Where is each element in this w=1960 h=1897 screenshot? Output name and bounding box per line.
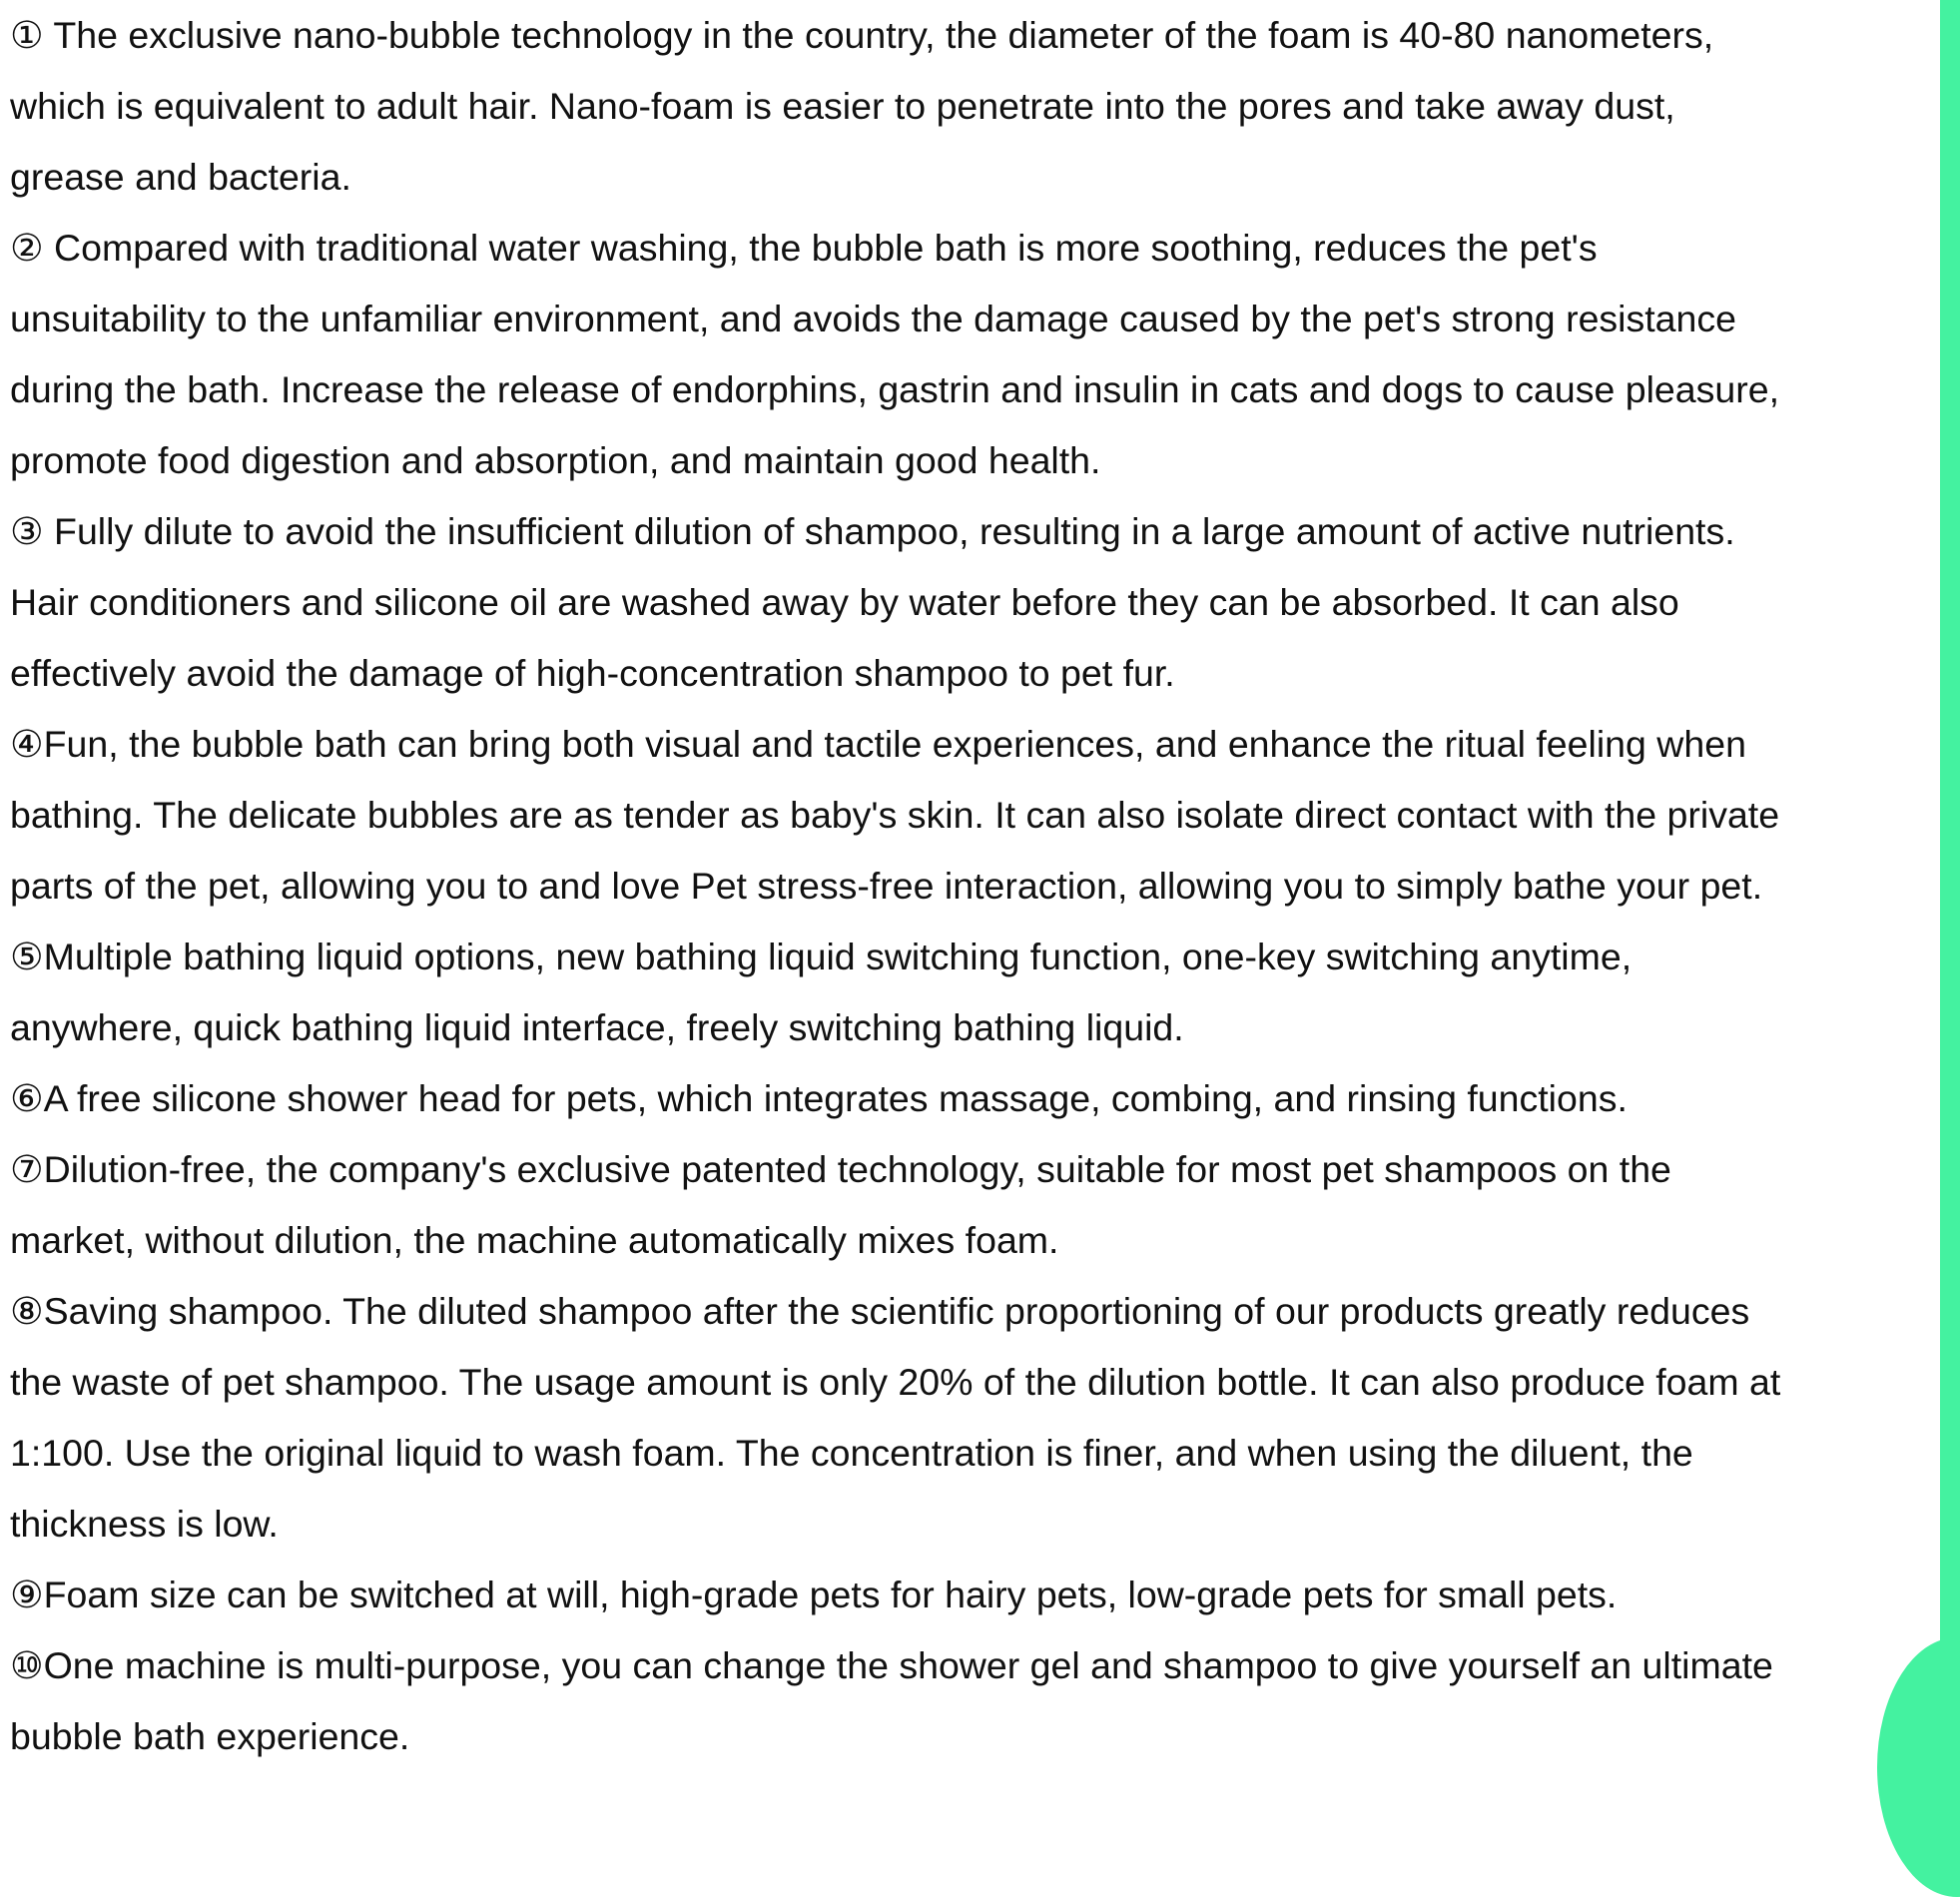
feature-text-line: thickness is low. bbox=[10, 1503, 279, 1545]
green-corner-decoration bbox=[1877, 1637, 1960, 1897]
feature-text-line: effectively avoid the damage of high-concentration shampoo to pet fur. bbox=[10, 652, 1175, 694]
feature-text-line: market, without dilution, the machine automatically mixes foam. bbox=[10, 1219, 1059, 1261]
feature-paragraph bbox=[10, 0, 1780, 213]
feature-list bbox=[10, 0, 1780, 1772]
feature-text-line: promote food digestion and absorption, and maintain good health. bbox=[10, 439, 1101, 481]
feature-text-line: which is equivalent to adult hair. Nano-foam is easier to penetrate into the pores and take away dust, bbox=[10, 85, 1675, 127]
feature-text-line: ⑨Foam size can be switched at will, high-grade pets for hairy pets, low-grade pets for small pets. bbox=[10, 1574, 1618, 1615]
feature-text-line: the waste of pet shampoo. The usage amount is only 20% of the dilution bottle. It can also produce foam at bbox=[10, 1361, 1781, 1403]
feature-text-line: ④Fun, the bubble bath can bring both visual and tactile experiences, and enhance the ritual feeling when bbox=[10, 723, 1746, 765]
feature-text-line: 1:100. Use the original liquid to wash foam. The concentration is finer, and when using the diluent, the bbox=[10, 1432, 1693, 1474]
feature-text-line: ② Compared with traditional water washing, the bubble bath is more soothing, reduces the pet's bbox=[10, 227, 1598, 269]
feature-text-line: grease and bacteria. bbox=[10, 156, 351, 198]
feature-text-line: ⑤Multiple bathing liquid options, new bathing liquid switching function, one-key switching anytime, bbox=[10, 936, 1633, 977]
feature-text-line: ⑦Dilution-free, the company's exclusive patented technology, suitable for most pet shampoos on the bbox=[10, 1148, 1671, 1190]
feature-paragraph bbox=[10, 496, 1780, 709]
feature-paragraph bbox=[10, 1560, 1780, 1630]
feature-paragraph bbox=[10, 213, 1780, 496]
feature-text-line: bubble bath experience. bbox=[10, 1715, 410, 1757]
feature-text-line: ⑩One machine is multi-purpose, you can change the shower gel and shampoo to give yourself an ultimate bbox=[10, 1644, 1773, 1686]
feature-text-line: Hair conditioners and silicone oil are washed away by water before they can be absorbed. It can also bbox=[10, 581, 1679, 623]
feature-text-line: parts of the pet, allowing you to and love Pet stress-free interaction, allowing you to simply bathe your pet. bbox=[10, 865, 1763, 907]
feature-paragraph bbox=[10, 709, 1780, 922]
feature-text-line: during the bath. Increase the release of endorphins, gastrin and insulin in cats and dogs to cause pleasure, bbox=[10, 368, 1779, 410]
feature-text-line: ① The exclusive nano-bubble technology in the country, the diameter of the foam is 40-80 nanometers, bbox=[10, 14, 1714, 56]
feature-text-line: ③ Fully dilute to avoid the insufficient dilution of shampoo, resulting in a large amount of active nutrients. bbox=[10, 510, 1735, 552]
green-side-bar bbox=[1940, 0, 1960, 1760]
feature-paragraph bbox=[10, 1276, 1780, 1560]
feature-text-line: ⑥A free silicone shower head for pets, which integrates massage, combing, and rinsing functions. bbox=[10, 1077, 1628, 1119]
feature-text-line: bathing. The delicate bubbles are as tender as baby's skin. It can also isolate direct contact with the private bbox=[10, 794, 1780, 836]
feature-paragraph bbox=[10, 1630, 1780, 1772]
feature-text-line: anywhere, quick bathing liquid interface, freely switching bathing liquid. bbox=[10, 1006, 1184, 1048]
feature-paragraph bbox=[10, 1134, 1780, 1276]
feature-text-line: unsuitability to the unfamiliar environment, and avoids the damage caused by the pet's strong resistance bbox=[10, 298, 1736, 339]
feature-paragraph bbox=[10, 922, 1780, 1063]
feature-text-line: ⑧Saving shampoo. The diluted shampoo after the scientific proportioning of our products greatly reduces bbox=[10, 1290, 1750, 1332]
feature-paragraph bbox=[10, 1063, 1780, 1134]
